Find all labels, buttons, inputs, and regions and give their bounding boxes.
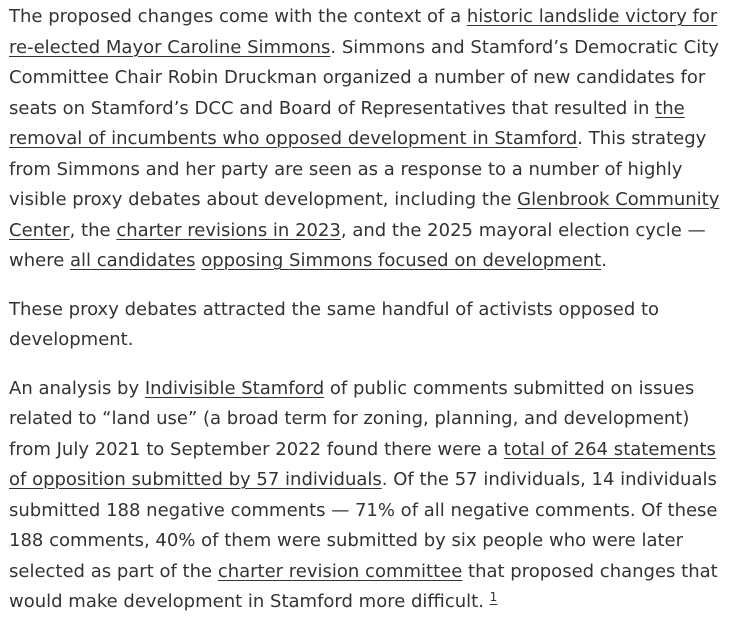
text: . Of the 57 individuals, 14 individuals submitted 188 negative comments — 71% of all negative comments. Of these 188 comments, 40% of them were submitted by six people who were later selected as part of the bbox=[9, 469, 718, 582]
link-removal-of-incumbents[interactable]: the removal of incumbents who opposed development in Stamford bbox=[9, 97, 685, 149]
link-all-candidates[interactable]: all candidates bbox=[70, 250, 196, 271]
link-opposing-simmons[interactable]: opposing Simmons focused on development bbox=[201, 250, 602, 271]
link-charter-revision-committee[interactable]: charter revision committee bbox=[217, 560, 463, 582]
text: , the bbox=[69, 219, 117, 241]
link-landslide-victory[interactable]: historic landslide victory for re-elected Mayor Caroline Simmons bbox=[9, 6, 718, 58]
text: , and the 2025 mayoral election cycle — where bbox=[9, 219, 706, 271]
text: . This strategy from Simmons and her party are seen as a response to a number of highly visible proxy debates about development, including the bbox=[9, 128, 707, 210]
text: of public comments submitted on issues related to “land use” (a broad term for zoning, planning, and development) from July 2021 to September 2022 found there were a bbox=[9, 377, 695, 460]
link-total-statements-opposition[interactable]: total of 264 statements of opposition submitted by 57 individuals bbox=[9, 438, 716, 490]
text: . Simmons and Stamford’s Democratic City Committee Chair Robin Druckman organized a number of new candidates for seats on Stamford’s DCC and Board of Representatives that resulted in bbox=[9, 36, 719, 119]
paragraph-proxy-debates bbox=[9, 295, 733, 356]
paragraph-analysis bbox=[9, 374, 733, 618]
footnote-link[interactable]: 1 bbox=[489, 590, 498, 604]
text: An analysis by bbox=[9, 377, 145, 399]
paragraph-context bbox=[9, 2, 733, 277]
text: that proposed changes that would make development in Stamford more difficult. bbox=[9, 560, 718, 612]
link-glenbrook-community-center[interactable]: Glenbrook Community Center bbox=[9, 189, 720, 241]
link-charter-revisions-2023[interactable]: charter revisions in 2023 bbox=[116, 219, 341, 241]
text: . bbox=[601, 250, 607, 271]
text: The proposed changes come with the context of a bbox=[9, 6, 467, 27]
link-indivisible-stamford[interactable]: Indivisible Stamford bbox=[144, 377, 325, 399]
text: These proxy debates attracted the same handful of activists opposed to development. bbox=[9, 298, 660, 350]
